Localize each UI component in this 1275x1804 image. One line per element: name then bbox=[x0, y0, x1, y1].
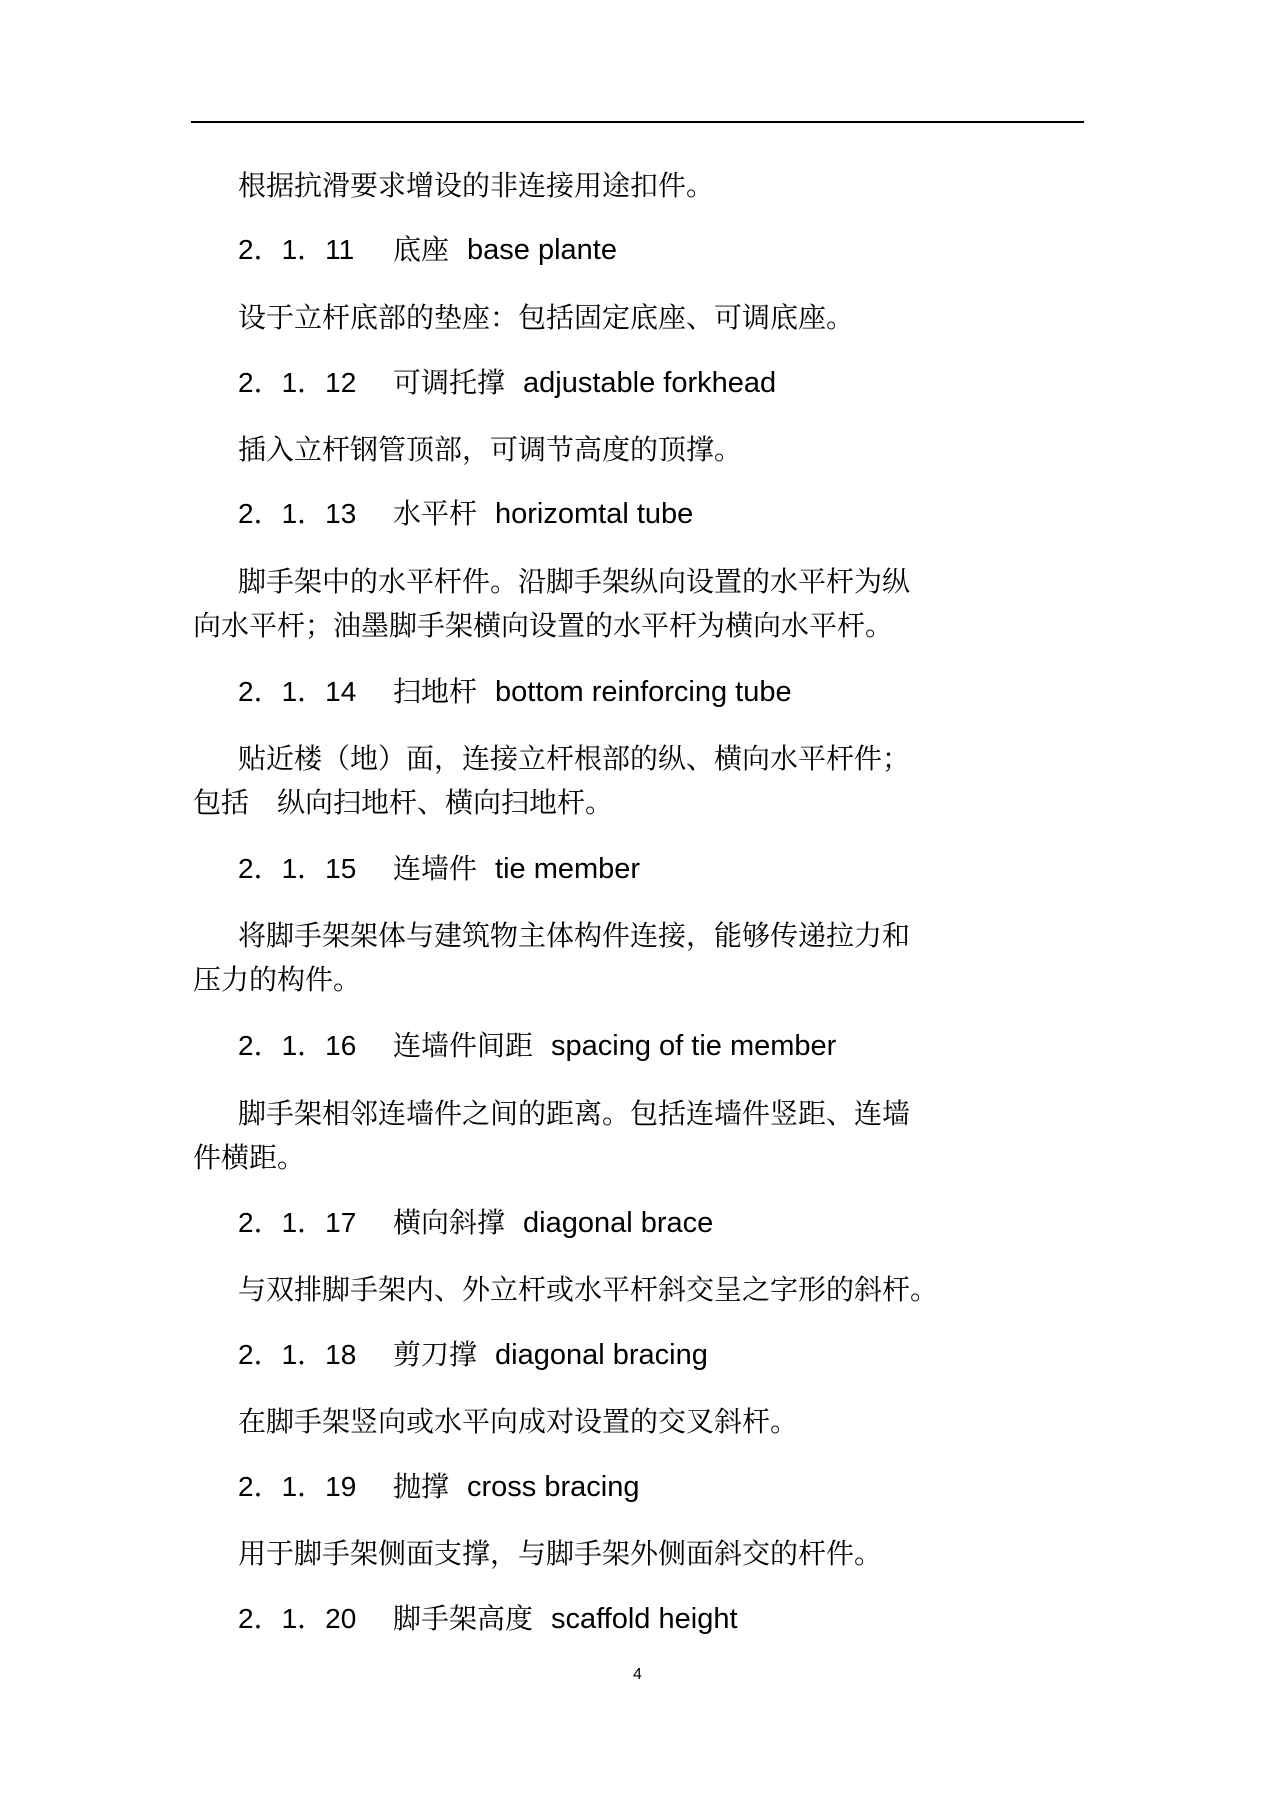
term-en: base plante bbox=[467, 234, 617, 266]
definition-line: 脚手架相邻连墙件之间的距离。包括连墙件竖距、连墙 bbox=[238, 1097, 911, 1130]
term-en: tie member bbox=[495, 853, 641, 885]
term-zh: 扫地杆 bbox=[393, 675, 478, 708]
term-zh: 抛撑 bbox=[393, 1470, 450, 1503]
term-en: adjustable forkhead bbox=[523, 367, 777, 399]
term-number: 2．1．15 bbox=[238, 853, 357, 884]
definition-line: 插入立杆钢管顶部，可调节高度的顶撑。 bbox=[238, 433, 743, 466]
definition-line: 包括 纵向扫地杆、横向扫地杆。 bbox=[193, 786, 614, 819]
definition-line: 脚手架中的水平杆件。沿脚手架纵向设置的水平杆为纵 bbox=[238, 565, 911, 598]
term-number: 2．1．20 bbox=[238, 1603, 357, 1634]
term-number: 2．1．13 bbox=[238, 498, 357, 529]
term-heading bbox=[193, 492, 1118, 536]
term-number: 2．1．18 bbox=[238, 1339, 357, 1370]
term-definition bbox=[193, 560, 1073, 648]
term-definition bbox=[193, 428, 1073, 472]
term-number: 2．1．17 bbox=[238, 1207, 357, 1238]
term-zh: 横向斜撑 bbox=[393, 1206, 506, 1239]
term-number: 2．1．14 bbox=[238, 676, 357, 707]
definition-line: 将脚手架架体与建筑物主体构件连接，能够传递拉力和 bbox=[238, 919, 911, 952]
definition-line: 向水平杆；油墨脚手架横向设置的水平杆为横向水平杆。 bbox=[193, 609, 894, 642]
term-definition bbox=[193, 1268, 1073, 1312]
definition-line: 设于立杆底部的垫座：包括固定底座、可调底座。 bbox=[238, 301, 855, 334]
term-number: 2．1．16 bbox=[238, 1030, 357, 1061]
term-heading bbox=[193, 1465, 1118, 1509]
term-definition bbox=[193, 1400, 1073, 1444]
term-zh: 脚手架高度 bbox=[393, 1602, 534, 1635]
term-en: bottom reinforcing tube bbox=[495, 676, 792, 708]
term-heading bbox=[193, 228, 1118, 272]
term-zh: 连墙件间距 bbox=[393, 1029, 534, 1062]
term-definition bbox=[193, 1092, 1073, 1180]
header-rule bbox=[191, 121, 1084, 123]
definition-line: 与双排脚手架内、外立杆或水平杆斜交呈之字形的斜杆。 bbox=[238, 1273, 939, 1306]
term-number: 2．1．12 bbox=[238, 367, 357, 398]
term-zh: 剪刀撑 bbox=[393, 1338, 478, 1371]
term-en: diagonal bracing bbox=[495, 1339, 708, 1371]
term-heading bbox=[193, 847, 1118, 891]
term-zh: 可调托撑 bbox=[393, 366, 506, 399]
term-en: cross bracing bbox=[467, 1471, 640, 1503]
definition-line: 用于脚手架侧面支撑，与脚手架外侧面斜交的杆件。 bbox=[238, 1537, 883, 1570]
page-number: 4 bbox=[633, 1666, 642, 1683]
continued-definition: 根据抗滑要求增设的非连接用途扣件。 bbox=[238, 169, 715, 202]
term-zh: 连墙件 bbox=[393, 852, 478, 885]
term-zh: 水平杆 bbox=[393, 497, 478, 530]
term-heading bbox=[193, 1201, 1118, 1245]
term-definition bbox=[193, 1532, 1073, 1576]
definition-line: 贴近楼（地）面，连接立杆根部的纵、横向水平杆件； bbox=[238, 742, 911, 775]
term-definition bbox=[193, 914, 1073, 1002]
term-definition bbox=[193, 737, 1073, 825]
term-number: 2．1．19 bbox=[238, 1471, 357, 1502]
term-en: horizomtal tube bbox=[495, 498, 694, 530]
term-en: scaffold height bbox=[551, 1603, 738, 1635]
term-number: 2．1．11 bbox=[238, 234, 355, 265]
definition-line: 压力的构件。 bbox=[193, 963, 362, 996]
term-heading bbox=[193, 361, 1118, 405]
term-heading bbox=[193, 1333, 1118, 1377]
term-zh: 底座 bbox=[393, 233, 450, 266]
term-heading bbox=[193, 1597, 1118, 1641]
term-heading bbox=[193, 670, 1118, 714]
definition-line: 在脚手架竖向或水平向成对设置的交叉斜杆。 bbox=[238, 1405, 799, 1438]
term-definition bbox=[193, 296, 1073, 340]
term-en: diagonal brace bbox=[523, 1207, 714, 1239]
definition-line: 件横距。 bbox=[193, 1141, 306, 1174]
term-en: spacing of tie member bbox=[551, 1030, 837, 1062]
term-heading bbox=[193, 1024, 1118, 1068]
